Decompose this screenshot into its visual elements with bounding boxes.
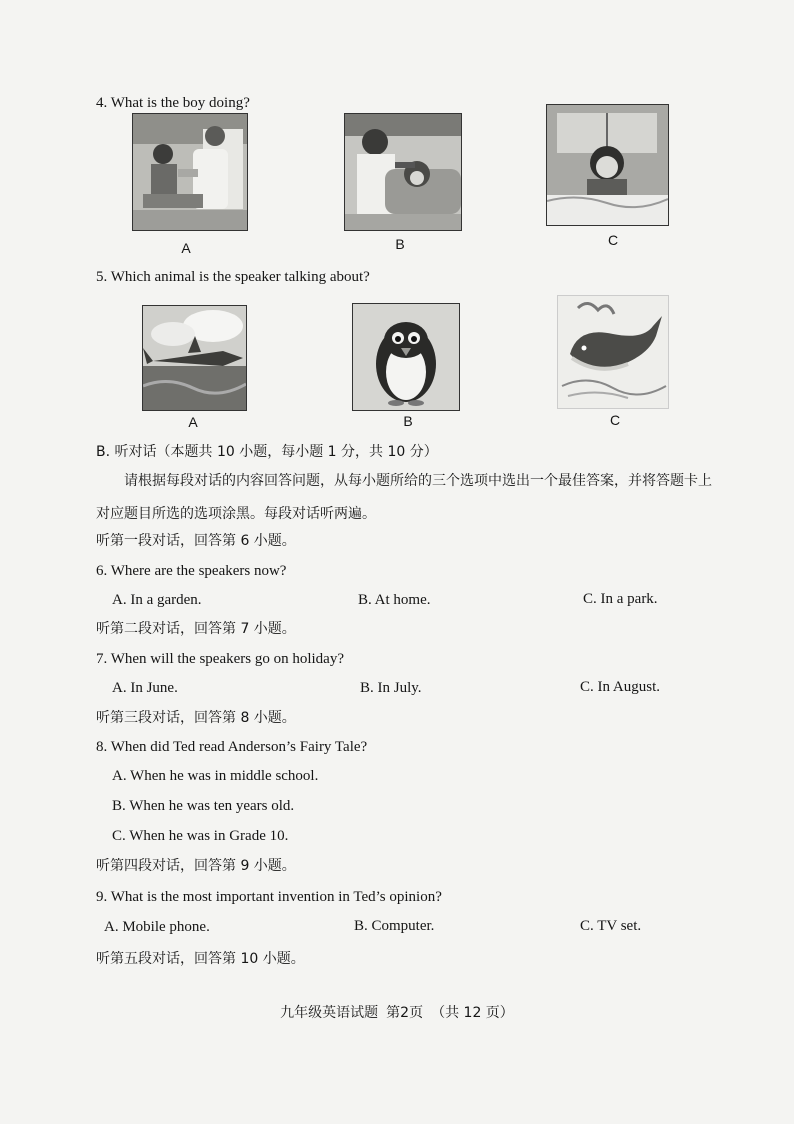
q6-option-a: A. In a garden. bbox=[112, 592, 202, 608]
q4-option-a-label: A bbox=[181, 240, 191, 256]
penguin-drawing bbox=[353, 304, 459, 410]
q6-option-c: C. In a park. bbox=[583, 591, 658, 607]
q9-option-b: B. Computer. bbox=[354, 918, 435, 934]
q7-option-c: C. In August. bbox=[580, 679, 661, 695]
dialog-5-prompt: 听第五段对话，回答第 10 小题。 bbox=[96, 951, 305, 967]
dialog-4-prompt: 听第四段对话，回答第 9 小题。 bbox=[96, 858, 296, 874]
boy-sick-in-bed-drawing bbox=[547, 105, 668, 225]
question-8-text: 8. When did Ted read Anderson’s Fairy Tale? bbox=[96, 739, 368, 755]
footer-title: 九年级英语试题 bbox=[280, 1005, 379, 1021]
q8-option-a: A. When he was in middle school. bbox=[112, 768, 319, 784]
question-5-text: 5. Which animal is the speaker talking about? bbox=[96, 269, 370, 285]
q4-option-b-label: B bbox=[395, 236, 405, 252]
footer-total-pages: （共 12 页） bbox=[431, 1005, 514, 1021]
shark-drawing bbox=[143, 306, 246, 410]
section-b-instruction: 请根据每段对话的内容回答问题，从每小题所给的三个选项中选出一个最佳答案，并将答题卡上对应题目所选的选项涂黑。每段对话听两遍。 bbox=[96, 473, 712, 522]
q5-option-c-label: C bbox=[609, 412, 621, 428]
boy-sick-in-bed-image bbox=[546, 104, 669, 226]
dialog-2-prompt: 听第二段对话，回答第 7 小题。 bbox=[96, 621, 296, 637]
question-7-text: 7. When will the speakers go on holiday? bbox=[96, 651, 344, 667]
dialog-1-prompt: 听第一段对话，回答第 6 小题。 bbox=[96, 533, 296, 549]
boy-at-doctor-image bbox=[132, 113, 248, 231]
q5-option-a-label: A bbox=[188, 414, 198, 430]
q9-option-a: A. Mobile phone. bbox=[104, 919, 210, 935]
boy-at-dentist-drawing bbox=[345, 114, 461, 230]
dialog-3-prompt: 听第三段对话，回答第 8 小题。 bbox=[96, 710, 296, 726]
q7-option-a: A. In June. bbox=[112, 680, 178, 696]
q5-option-b-label: B bbox=[403, 413, 413, 429]
q8-option-b: B. When he was ten years old. bbox=[112, 798, 295, 814]
penguin-image bbox=[352, 303, 460, 411]
section-b-heading: B. 听对话（本题共 10 小题，每小题 1 分，共 10 分） bbox=[96, 444, 438, 460]
q4-option-c-label: C bbox=[607, 232, 619, 248]
question-9-text: 9. What is the most important invention in Ted’s opinion? bbox=[96, 889, 442, 905]
boy-at-doctor-drawing bbox=[133, 114, 247, 230]
q7-option-b: B. In July. bbox=[360, 680, 422, 696]
question-4-text: 4. What is the boy doing? bbox=[96, 95, 250, 111]
footer-page-number: 第2页 bbox=[386, 1005, 424, 1021]
q8-option-c: C. When he was in Grade 10. bbox=[112, 828, 289, 844]
whale-drawing bbox=[558, 296, 668, 408]
q9-option-c: C. TV set. bbox=[580, 918, 642, 934]
boy-at-dentist-image bbox=[344, 113, 462, 231]
question-6-text: 6. Where are the speakers now? bbox=[96, 563, 287, 579]
page-footer bbox=[0, 1002, 794, 1022]
whale-image bbox=[557, 295, 669, 409]
q6-option-b: B. At home. bbox=[358, 592, 431, 608]
shark-image bbox=[142, 305, 247, 411]
